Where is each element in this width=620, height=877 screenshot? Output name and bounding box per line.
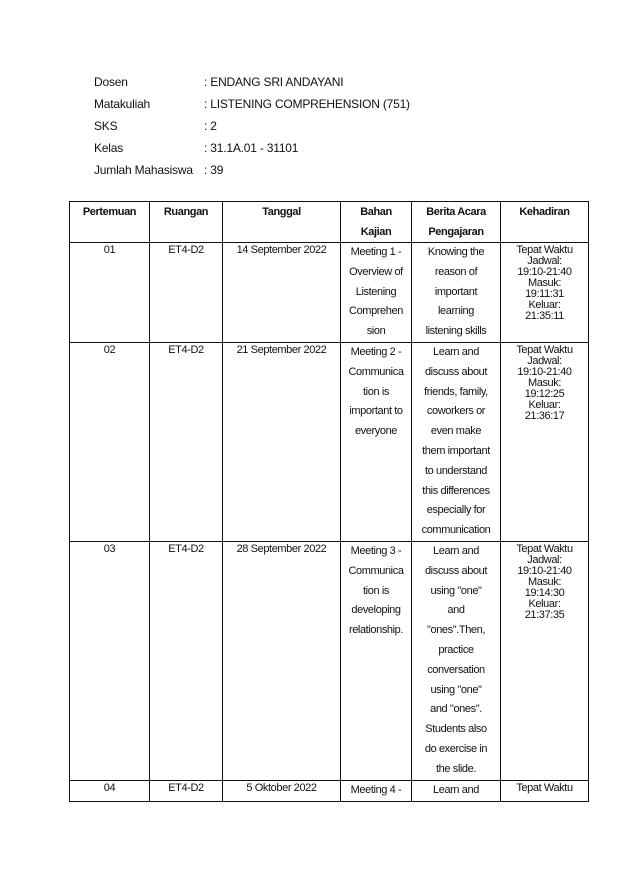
- cell-ruangan: ET4-D2: [150, 541, 223, 780]
- cell-bahan-kajian-line: Overview of: [349, 265, 403, 278]
- table-body: [70, 243, 589, 802]
- header-pertemuan: Pertemuan: [70, 202, 150, 243]
- cell-bahan-kajian-line: Meeting 3 -: [350, 544, 402, 557]
- header-bahan-line: Bahan: [360, 206, 392, 218]
- cell-kehadiran-line: 19:10-21:40: [517, 365, 572, 378]
- table-row: [70, 541, 589, 780]
- cell-berita-acara-line: "ones".Then,: [426, 624, 486, 637]
- cell-kehadiran-line: Jadwal:: [527, 255, 562, 267]
- cell-kehadiran-line: 19:10-21:40: [517, 266, 572, 278]
- header-kehadiran: Kehadiran: [501, 202, 589, 243]
- cell-bahan-kajian-line: relationship.: [348, 624, 404, 637]
- cell-berita-acara-line: using "one": [430, 584, 482, 597]
- cell-kehadiran: [501, 342, 589, 541]
- cell-kehadiran-line: 19:14:30: [524, 586, 565, 599]
- cell-bahan-kajian-line: developing: [351, 604, 401, 617]
- header-berita-line: Berita Acara: [426, 206, 486, 218]
- cell-berita-acara-line: practice: [438, 643, 474, 656]
- cell-kehadiran: [501, 780, 589, 801]
- cell-kehadiran-line: Tepat Waktu: [516, 343, 573, 356]
- cell-berita-acara-line: using "one": [430, 683, 482, 696]
- cell-bahan-kajian: [341, 780, 412, 801]
- cell-berita-acara-line: friends, family,: [424, 385, 488, 398]
- table-header-row: [70, 202, 589, 243]
- cell-bahan-kajian: [341, 243, 412, 343]
- header-ruangan: Ruangan: [150, 202, 223, 243]
- cell-berita-acara-line: Knowing the: [427, 246, 485, 258]
- cell-berita-acara-line: coworkers or: [426, 405, 486, 418]
- matakuliah-label: Matakuliah: [94, 97, 151, 111]
- cell-kehadiran-line: Masuk:: [527, 575, 562, 588]
- cell-berita-acara-line: them important: [422, 444, 490, 457]
- cell-ruangan: ET4-D2: [150, 342, 223, 541]
- cell-kehadiran-line: 21:36:17: [524, 409, 565, 422]
- cell-berita-acara-line: Learn and: [433, 783, 479, 796]
- cell-berita-acara-line: the slide.: [435, 762, 477, 775]
- cell-ruangan: ET4-D2: [150, 243, 223, 343]
- sks-value: : 2: [204, 119, 217, 133]
- dosen-value: : ENDANG SRI ANDAYANI: [204, 75, 344, 89]
- cell-bahan-kajian: [341, 342, 412, 541]
- cell-pertemuan: 01: [70, 243, 150, 343]
- info-row-sks: [94, 117, 410, 139]
- cell-berita-acara-line: discuss about: [424, 365, 488, 378]
- info-row-kelas: [94, 139, 410, 161]
- cell-berita-acara-line: discuss about: [424, 564, 488, 577]
- cell-kehadiran-line: Keluar:: [528, 398, 561, 411]
- table-row: [70, 243, 589, 343]
- header-bahan-kajian: [341, 202, 412, 243]
- cell-kehadiran-line: Tepat Waktu: [516, 244, 573, 256]
- cell-bahan-kajian: [341, 541, 412, 780]
- cell-bahan-kajian-line: Listening: [355, 285, 397, 298]
- cell-berita-acara-line: communication: [421, 524, 491, 537]
- cell-bahan-kajian-line: Comprehen: [349, 305, 403, 318]
- cell-berita-acara-line: and "ones".: [430, 703, 482, 716]
- cell-berita-acara-line: reason of: [434, 265, 478, 278]
- cell-kehadiran: [501, 541, 589, 780]
- cell-bahan-kajian-line: sion: [366, 325, 386, 338]
- cell-berita-acara-line: Students also: [425, 723, 487, 736]
- cell-tanggal: 21 September 2022: [223, 342, 341, 541]
- cell-berita-acara-line: learning: [438, 305, 474, 318]
- cell-berita-acara-line: and: [447, 604, 465, 617]
- header-bahan-line: Kajian: [360, 226, 392, 238]
- cell-bahan-kajian-line: tion is: [363, 584, 389, 597]
- header-tanggal: Tanggal: [223, 202, 341, 243]
- cell-berita-acara-line: important: [434, 285, 478, 298]
- cell-kehadiran-line: Keluar:: [528, 299, 561, 311]
- cell-berita-acara-line: Learn and: [433, 345, 479, 358]
- cell-tanggal: 14 September 2022: [223, 243, 341, 343]
- header-berita-line: Pengajaran: [428, 226, 484, 238]
- cell-berita-acara-line: listening skills: [425, 325, 487, 338]
- cell-kehadiran-line: Tepat Waktu: [516, 542, 573, 555]
- cell-bahan-kajian-line: important to: [349, 405, 403, 418]
- info-row-jumlah: [94, 161, 410, 183]
- cell-bahan-kajian-line: Communica: [348, 564, 404, 577]
- cell-berita-acara-line: do exercise in: [424, 742, 488, 755]
- cell-bahan-kajian-line: Communica: [348, 365, 404, 378]
- cell-pertemuan: 03: [70, 541, 150, 780]
- cell-kehadiran-line: Masuk:: [527, 376, 562, 389]
- cell-kehadiran-line: 19:11:31: [525, 288, 564, 300]
- cell-tanggal: 28 September 2022: [223, 541, 341, 780]
- cell-kehadiran-line: Masuk:: [527, 277, 562, 289]
- cell-berita-acara-line: this differences: [422, 484, 490, 497]
- cell-kehadiran-line: Tepat Waktu: [516, 781, 573, 794]
- cell-berita-acara-line: conversation: [427, 663, 485, 676]
- cell-berita-acara-line: Learn and: [433, 544, 479, 557]
- cell-bahan-kajian-line: everyone: [354, 425, 398, 438]
- dosen-label: Dosen: [94, 75, 128, 89]
- cell-kehadiran-line: Keluar:: [528, 597, 561, 610]
- cell-tanggal: 5 Oktober 2022: [223, 780, 341, 801]
- kelas-value: : 31.1A.01 - 31101: [204, 141, 299, 155]
- cell-berita-acara-line: even make: [430, 425, 482, 438]
- cell-kehadiran-line: 21:37:35: [524, 608, 565, 621]
- jumlah-value: : 39: [204, 163, 224, 177]
- course-info: [94, 73, 410, 183]
- attendance-table: [69, 201, 589, 802]
- cell-berita-acara-line: to understand: [424, 464, 488, 477]
- cell-kehadiran: [501, 243, 589, 343]
- cell-bahan-kajian-line: Meeting 4 -: [350, 783, 402, 796]
- cell-kehadiran-line: 21:35:11: [525, 310, 564, 322]
- cell-ruangan: ET4-D2: [150, 780, 223, 801]
- cell-kehadiran-line: 19:12:25: [524, 387, 565, 400]
- matakuliah-value: : LISTENING COMPREHENSION (751): [204, 97, 410, 111]
- kelas-label: Kelas: [94, 141, 124, 155]
- cell-bahan-kajian-line: Meeting 2 -: [350, 345, 402, 358]
- cell-berita-acara: [412, 541, 501, 780]
- table-row: [70, 780, 589, 801]
- cell-berita-acara: [412, 243, 501, 343]
- cell-berita-acara-line: especially for: [426, 504, 486, 517]
- cell-berita-acara: [412, 342, 501, 541]
- info-row-matakuliah: [94, 95, 410, 117]
- table-row: [70, 342, 589, 541]
- info-row-dosen: [94, 73, 410, 95]
- cell-kehadiran-line: Jadwal:: [527, 553, 562, 566]
- cell-bahan-kajian-line: Meeting 1 -: [350, 246, 402, 258]
- sks-label: SKS: [94, 119, 118, 133]
- cell-kehadiran-line: Jadwal:: [527, 354, 562, 367]
- cell-pertemuan: 02: [70, 342, 150, 541]
- cell-kehadiran-line: 19:10-21:40: [517, 564, 572, 577]
- header-berita-acara: [412, 202, 501, 243]
- cell-bahan-kajian-line: tion is: [363, 385, 389, 398]
- jumlah-label: Jumlah Mahasiswa: [94, 163, 193, 177]
- cell-pertemuan: 04: [70, 780, 150, 801]
- cell-berita-acara: [412, 780, 501, 801]
